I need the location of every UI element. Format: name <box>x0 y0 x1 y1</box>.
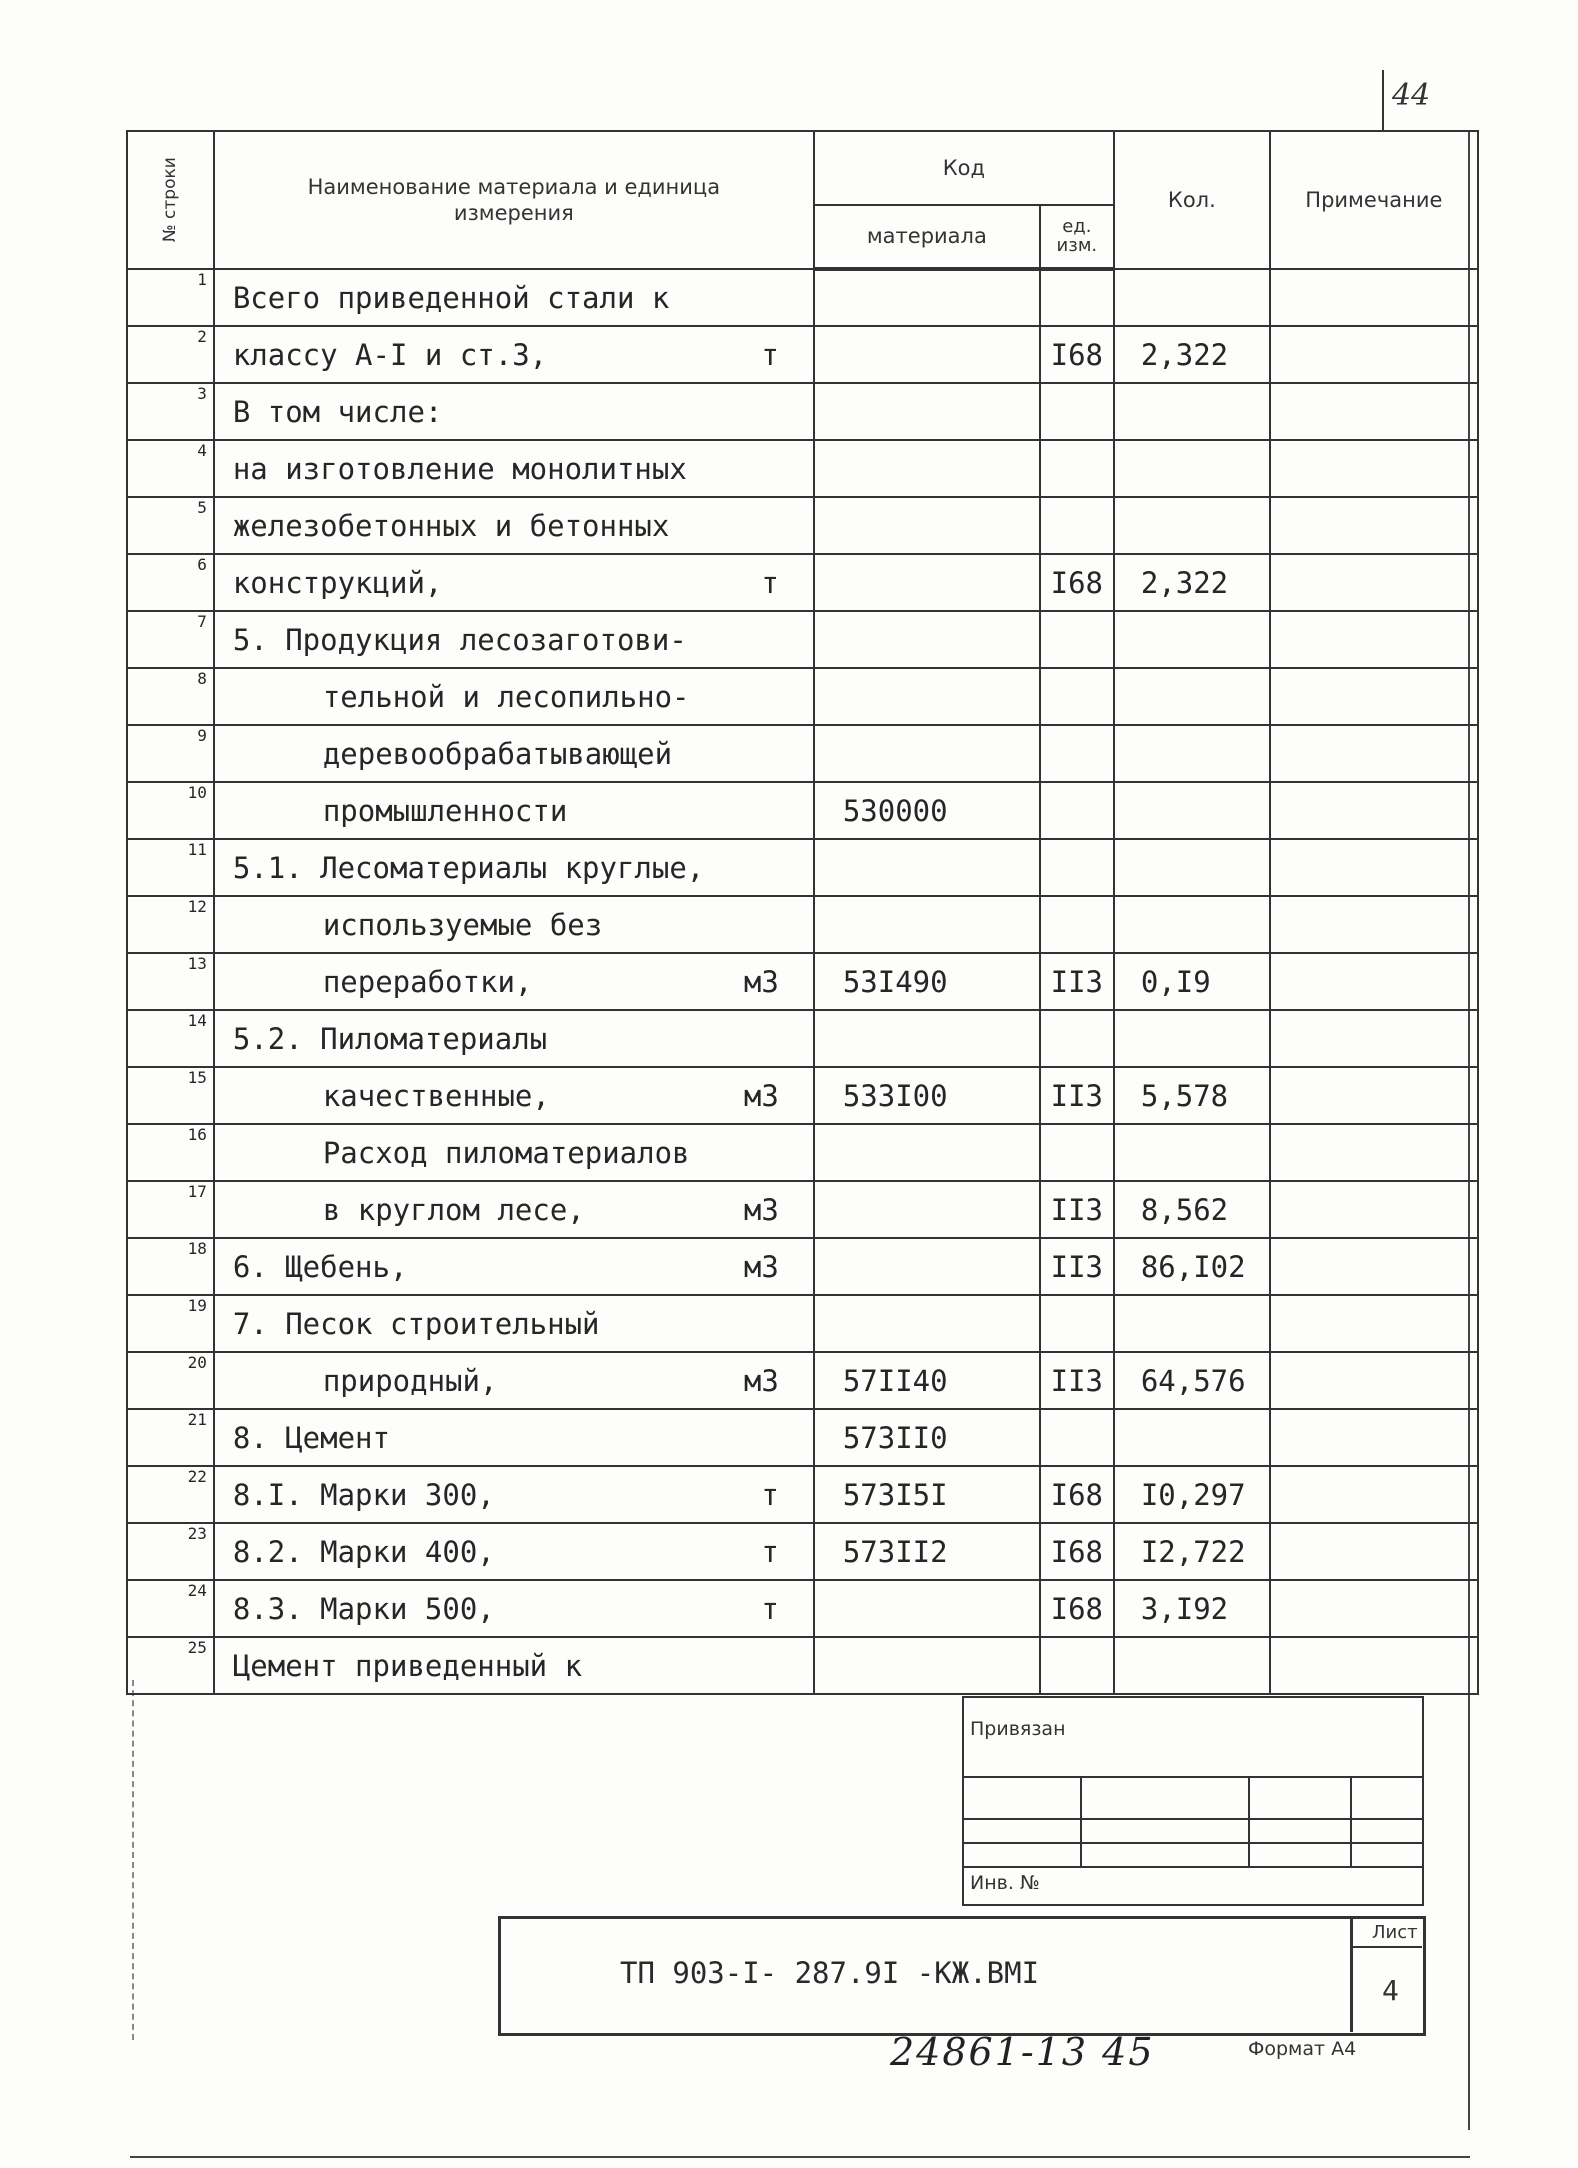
material-name-text: классу А-I и ст.3, <box>232 337 548 372</box>
unit-code <box>1040 896 1114 953</box>
quantity: 2,322 <box>1114 326 1270 383</box>
document-designation: ТП 903-I- 287.9I -КЖ.ВМI <box>620 1956 1040 1990</box>
material-name <box>214 269 814 326</box>
sheet-label: Лист <box>1372 1922 1418 1943</box>
table-row <box>127 725 1478 782</box>
row-number: 18 <box>127 1238 214 1295</box>
row-number: 10 <box>127 782 214 839</box>
inventory-number-label: Инв. № <box>970 1872 1040 1894</box>
material-name <box>214 896 814 953</box>
header-row-number-label: № строки <box>159 157 180 243</box>
table-row <box>127 953 1478 1010</box>
header-row-number <box>127 131 214 269</box>
material-code <box>814 1295 1040 1352</box>
material-name-text: Всего приведенной стали к <box>232 280 670 315</box>
quantity: 5,578 <box>1114 1067 1270 1124</box>
unit-code <box>1040 668 1114 725</box>
material-name-text: Цемент приведенный к <box>232 1648 583 1683</box>
note <box>1270 326 1478 383</box>
material-name <box>214 725 814 782</box>
material-code <box>814 326 1040 383</box>
unit-code: I68 <box>1040 554 1114 611</box>
material-name <box>214 1124 814 1181</box>
stamp-line <box>962 1842 1422 1844</box>
quantity: 86,I02 <box>1114 1238 1270 1295</box>
material-code <box>814 611 1040 668</box>
note <box>1270 1580 1478 1637</box>
material-name <box>214 611 814 668</box>
unit-of-measure: м3 <box>743 964 779 999</box>
unit-code: II3 <box>1040 1181 1114 1238</box>
unit-of-measure: т <box>761 1534 779 1569</box>
table-row <box>127 896 1478 953</box>
material-code: 573II2 <box>814 1523 1040 1580</box>
material-code <box>814 1238 1040 1295</box>
material-name-text: 8.2. Марки 400, <box>232 1534 495 1569</box>
material-name-text: 8.I. Марки 300, <box>232 1477 495 1512</box>
material-code <box>814 668 1040 725</box>
stamp-line <box>1248 1776 1250 1868</box>
table-row <box>127 497 1478 554</box>
sheet-divider <box>1350 1946 1422 1948</box>
note <box>1270 668 1478 725</box>
note <box>1270 1523 1478 1580</box>
quantity: 8,562 <box>1114 1181 1270 1238</box>
material-code <box>814 497 1040 554</box>
quantity <box>1114 611 1270 668</box>
note <box>1270 1238 1478 1295</box>
quantity <box>1114 896 1270 953</box>
note <box>1270 497 1478 554</box>
material-name-text: природный, <box>322 1363 498 1398</box>
material-code <box>814 725 1040 782</box>
stamp-line <box>962 1866 1422 1868</box>
material-name <box>214 953 814 1010</box>
material-name <box>214 1067 814 1124</box>
row-number: 14 <box>127 1010 214 1067</box>
unit-of-measure: м3 <box>743 1249 779 1284</box>
table-row <box>127 1523 1478 1580</box>
header-code: Код <box>814 131 1114 205</box>
unit-code <box>1040 1637 1114 1694</box>
unit-code <box>1040 269 1114 326</box>
material-name-text: железобетонных и бетонных <box>232 508 670 543</box>
table-row <box>127 1295 1478 1352</box>
unit-code: I68 <box>1040 1466 1114 1523</box>
row-number: 21 <box>127 1409 214 1466</box>
material-name-text: 8.3. Марки 500, <box>232 1591 495 1626</box>
material-name <box>214 440 814 497</box>
row-number: 7 <box>127 611 214 668</box>
stamp-line <box>1080 1776 1082 1868</box>
material-name-text: тельной и лесопильно- <box>322 679 690 714</box>
unit-of-measure: м3 <box>743 1078 779 1113</box>
material-code: 573II0 <box>814 1409 1040 1466</box>
row-number: 4 <box>127 440 214 497</box>
table-row <box>127 1181 1478 1238</box>
material-name-text: качественные, <box>322 1078 550 1113</box>
material-name-text: конструкций, <box>232 565 443 600</box>
material-code: 573I5I <box>814 1466 1040 1523</box>
quantity <box>1114 1124 1270 1181</box>
row-number: 11 <box>127 839 214 896</box>
material-name-text: переработки, <box>322 964 533 999</box>
table-row <box>127 1580 1478 1637</box>
material-name <box>214 554 814 611</box>
material-name-text: В том числе: <box>232 394 443 429</box>
material-name-text: 5.1. Лесоматериалы круглые, <box>232 850 705 885</box>
quantity <box>1114 725 1270 782</box>
unit-code <box>1040 782 1114 839</box>
material-name <box>214 1352 814 1409</box>
note <box>1270 953 1478 1010</box>
material-name-text: промышленности <box>322 793 568 828</box>
row-number: 24 <box>127 1580 214 1637</box>
table-row <box>127 269 1478 326</box>
handwritten-number: 24861-13 45 <box>890 2030 1155 2074</box>
unit-code <box>1040 839 1114 896</box>
unit-code <box>1040 1124 1114 1181</box>
stamp-line <box>962 1818 1422 1820</box>
table-row <box>127 383 1478 440</box>
quantity <box>1114 1637 1270 1694</box>
material-name <box>214 668 814 725</box>
quantity: I2,722 <box>1114 1523 1270 1580</box>
unit-code <box>1040 1295 1114 1352</box>
privyazan-label: Привязан <box>970 1718 1066 1740</box>
row-number: 23 <box>127 1523 214 1580</box>
material-name-text: 8. Цемент <box>232 1420 390 1455</box>
table-row <box>127 554 1478 611</box>
unit-code <box>1040 1409 1114 1466</box>
unit-code <box>1040 611 1114 668</box>
material-code <box>814 896 1040 953</box>
quantity: 3,I92 <box>1114 1580 1270 1637</box>
quantity: 2,322 <box>1114 554 1270 611</box>
corner-divider <box>1382 70 1384 132</box>
quantity <box>1114 440 1270 497</box>
unit-code: I68 <box>1040 1580 1114 1637</box>
row-number: 9 <box>127 725 214 782</box>
row-number: 3 <box>127 383 214 440</box>
material-code <box>814 1010 1040 1067</box>
table-row <box>127 326 1478 383</box>
quantity <box>1114 269 1270 326</box>
quantity: 0,I9 <box>1114 953 1270 1010</box>
note <box>1270 269 1478 326</box>
table-row <box>127 1067 1478 1124</box>
unit-code <box>1040 440 1114 497</box>
note <box>1270 1352 1478 1409</box>
unit-code: II3 <box>1040 1067 1114 1124</box>
note <box>1270 725 1478 782</box>
row-number: 17 <box>127 1181 214 1238</box>
note <box>1270 1295 1478 1352</box>
stamp-line <box>1350 1776 1352 1868</box>
material-name-text: используемые без <box>322 907 603 942</box>
material-code <box>814 269 1040 326</box>
unit-code <box>1040 725 1114 782</box>
material-name-text: деревообрабатывающей <box>322 736 673 771</box>
unit-of-measure: т <box>761 1477 779 1512</box>
material-name <box>214 1466 814 1523</box>
material-name <box>214 1523 814 1580</box>
quantity <box>1114 497 1270 554</box>
material-code <box>814 440 1040 497</box>
quantity <box>1114 782 1270 839</box>
row-number: 8 <box>127 668 214 725</box>
material-code: 57II40 <box>814 1352 1040 1409</box>
material-code <box>814 1181 1040 1238</box>
unit-of-measure: м3 <box>743 1363 779 1398</box>
table-row <box>127 1409 1478 1466</box>
material-code <box>814 554 1040 611</box>
material-name <box>214 1409 814 1466</box>
quantity <box>1114 1295 1270 1352</box>
quantity <box>1114 668 1270 725</box>
header-qty: Кол. <box>1114 131 1270 269</box>
quantity: I0,297 <box>1114 1466 1270 1523</box>
note <box>1270 782 1478 839</box>
material-name <box>214 1637 814 1694</box>
row-number: 19 <box>127 1295 214 1352</box>
material-name-text: 6. Щебень, <box>232 1249 408 1284</box>
material-name <box>214 1295 814 1352</box>
material-name-text: в круглом лесе, <box>322 1192 585 1227</box>
unit-of-measure: т <box>761 1591 779 1626</box>
row-number: 20 <box>127 1352 214 1409</box>
material-name <box>214 497 814 554</box>
note <box>1270 611 1478 668</box>
note <box>1270 1181 1478 1238</box>
quantity <box>1114 383 1270 440</box>
material-name-text: 5.2. Пиломатериалы <box>232 1021 548 1056</box>
row-number: 12 <box>127 896 214 953</box>
material-code <box>814 383 1040 440</box>
unit-of-measure: т <box>761 337 779 372</box>
table-row <box>127 1238 1478 1295</box>
material-code <box>814 839 1040 896</box>
unit-of-measure: т <box>761 565 779 600</box>
table-row <box>127 1010 1478 1067</box>
note <box>1270 383 1478 440</box>
material-code <box>814 1580 1040 1637</box>
note <box>1270 554 1478 611</box>
quantity <box>1114 1010 1270 1067</box>
material-code: 533I00 <box>814 1067 1040 1124</box>
material-name <box>214 839 814 896</box>
material-code <box>814 1124 1040 1181</box>
row-number: 1 <box>127 269 214 326</box>
table-row <box>127 440 1478 497</box>
unit-code: II3 <box>1040 1352 1114 1409</box>
quantity <box>1114 1409 1270 1466</box>
header-unit: ед. изм. <box>1040 205 1114 269</box>
table-row <box>127 1466 1478 1523</box>
row-number: 5 <box>127 497 214 554</box>
material-code: 530000 <box>814 782 1040 839</box>
unit-code <box>1040 383 1114 440</box>
note <box>1270 1409 1478 1466</box>
material-code <box>814 1637 1040 1694</box>
unit-code: I68 <box>1040 326 1114 383</box>
note <box>1270 896 1478 953</box>
material-name <box>214 782 814 839</box>
table-row <box>127 611 1478 668</box>
table-row <box>127 782 1478 839</box>
materials-table <box>126 130 1479 1695</box>
bottom-border-line <box>130 2156 1470 2158</box>
material-name-text: Расход пиломатериалов <box>322 1135 690 1170</box>
note <box>1270 1637 1478 1694</box>
row-number: 6 <box>127 554 214 611</box>
header-note: Примечание <box>1270 131 1478 269</box>
unit-code: II3 <box>1040 1238 1114 1295</box>
stamp-line <box>962 1776 1422 1778</box>
format-label: Формат А4 <box>1248 2038 1357 2060</box>
table-row <box>127 668 1478 725</box>
material-name <box>214 1010 814 1067</box>
table-row <box>127 1637 1478 1694</box>
table-row <box>127 839 1478 896</box>
quantity: 64,576 <box>1114 1352 1270 1409</box>
note <box>1270 1067 1478 1124</box>
table-row <box>127 1352 1478 1409</box>
row-number: 22 <box>127 1466 214 1523</box>
note <box>1270 440 1478 497</box>
material-name <box>214 1238 814 1295</box>
unit-code: II3 <box>1040 953 1114 1010</box>
row-number: 13 <box>127 953 214 1010</box>
unit-code: I68 <box>1040 1523 1114 1580</box>
unit-of-measure: м3 <box>743 1192 779 1227</box>
material-name <box>214 1181 814 1238</box>
unit-code <box>1040 497 1114 554</box>
left-margin-line <box>132 1680 134 2040</box>
material-name <box>214 383 814 440</box>
row-number: 2 <box>127 326 214 383</box>
sheet-divider <box>1350 1916 1353 2032</box>
sheet-number: 4 <box>1382 1974 1399 2007</box>
table-row <box>127 1124 1478 1181</box>
note <box>1270 1124 1478 1181</box>
material-name <box>214 326 814 383</box>
note <box>1270 839 1478 896</box>
note <box>1270 1466 1478 1523</box>
note <box>1270 1010 1478 1067</box>
row-number: 15 <box>127 1067 214 1124</box>
material-name <box>214 1580 814 1637</box>
header-material: материала <box>814 205 1040 269</box>
unit-code <box>1040 1010 1114 1067</box>
header-name: Наименование материала и единица измерения <box>214 131 814 269</box>
row-number: 25 <box>127 1637 214 1694</box>
material-code: 53I490 <box>814 953 1040 1010</box>
material-name-text: 7. Песок строительный <box>232 1306 600 1341</box>
row-number: 16 <box>127 1124 214 1181</box>
quantity <box>1114 839 1270 896</box>
material-name-text: на изготовление монолитных <box>232 451 687 486</box>
page-number: 44 <box>1392 78 1431 113</box>
material-name-text: 5. Продукция лесозаготови- <box>232 622 687 657</box>
